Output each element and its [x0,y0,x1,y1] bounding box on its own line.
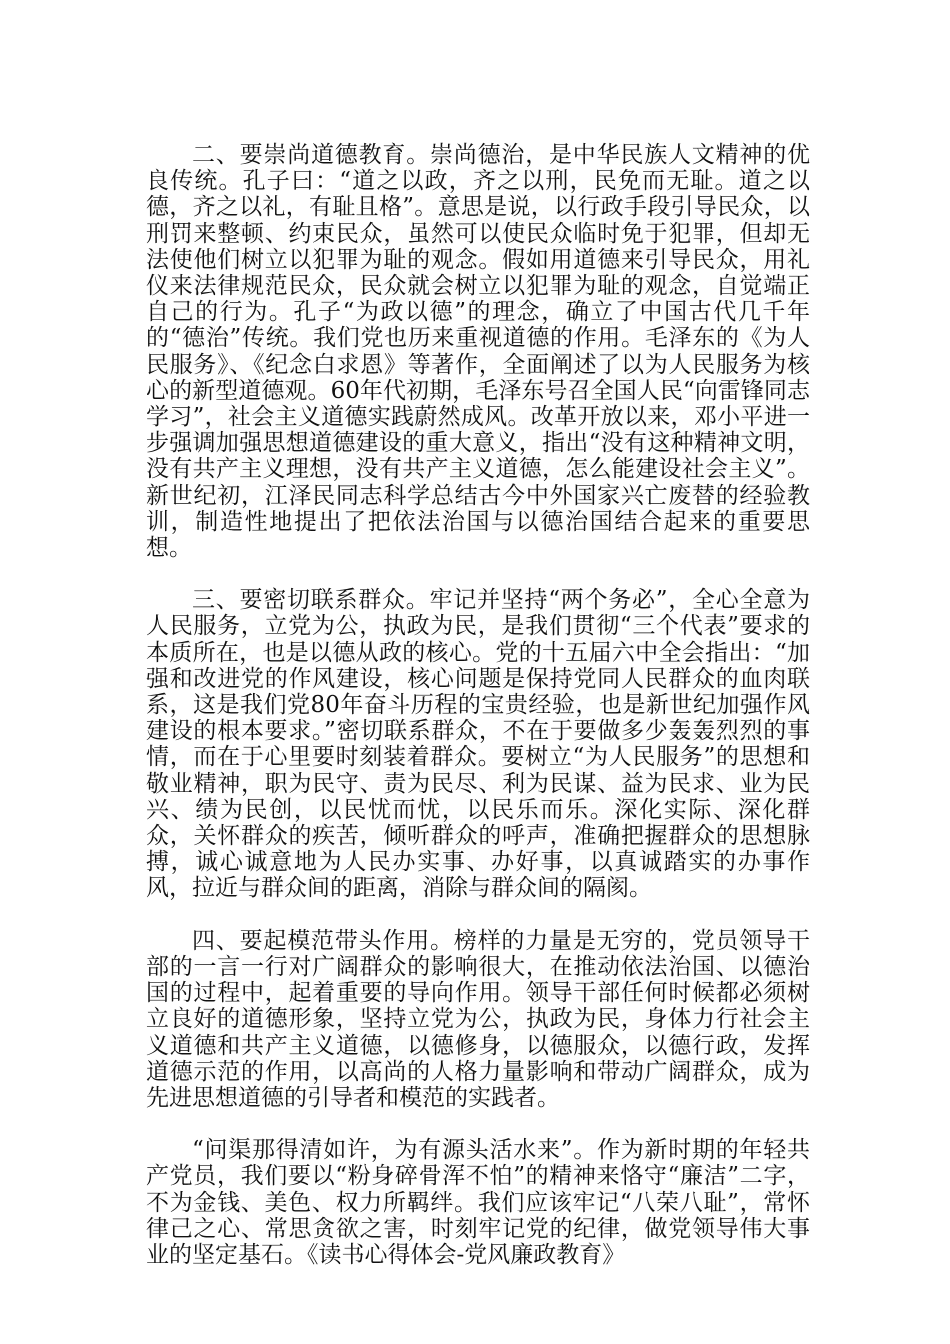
paragraph-role-model: 四、要起模范带头作用。榜样的力量是无穷的，党员领导干部的一言一行对广阔群众的影响很大，在推动依法治国、以德治国的过程中，起着重要的导向作用。领导干部任何时候都必须树立良好的道德形象，坚持立党为公，执政为民，身体力行社会主义道德和共产主义道德，以德修身，以德服众，以德行政，发挥道德示范的作用，以高尚的人格力量影响和带动广阔群众，成为先进思想道德的引导者和模范的实践者。 [146,927,810,1111]
paragraph-contact-masses: 三、要密切联系群众。牢记并坚持“两个务必”，全心全意为人民服务，立党为公，执政为民，是我们贯彻“三个代表”要求的本质所在，也是以德从政的核心。党的十五届六中全会指出：“加强和改进党的作风建设，核心问题是保持党同人民群众的血肉联系，这是我们党80年奋斗历程的宝贵经验，也是新世纪加强作风建设的根本要求。”密切联系群众，不在于要做多少轰轰烈烈的事情，而在于心里要时刻装着群众。要树立“为人民服务”的思想和敬业精神，职为民守、责为民尽、利为民谋、益为民求、业为民兴、绩为民创，以民忧而忧，以民乐而乐。深化实际、深化群众，关怀群众的疾苦，倾听群众的呼声，准确把握群众的思想脉搏，诚心诚意地为人民办实事、办好事，以真诚踏实的办事作风，拉近与群众间的距离，消除与群众间的隔阂。 [146,587,810,902]
paragraph-conclusion: “问渠那得清如许，为有源头活水来”。作为新时期的年轻共产党员，我们要以“粉身碎骨浑不怕”的精神来恪守“廉洁”二字，不为金钱、美色、权力所羁绊。我们应该牢记“八荣八耻”，常怀律己之心、常思贪欲之害，时刻牢记党的纪律，做党领导伟大事业的坚定基石。《读书心得体会-党风廉政教育》 [146,1137,810,1268]
paragraph-moral-education: 二、要崇尚道德教育。崇尚德治，是中华民族人文精神的优良传统。孔子曰：“道之以政，齐之以刑，民免而无耻。道之以德，齐之以礼，有耻且格”。意思是说，以行政手段引导民众，以刑罚来整顿、约束民众，虽然可以使民众临时免于犯罪，但却无法使他们树立以犯罪为耻的观念。假如用道德来引导民众，用礼仪来法律规范民众，民众就会树立以犯罪为耻的观念，自觉端正自己的行为。孔子“为政以德”的理念，确立了中国古代几千年的“德治”传统。我们党也历来重视道德的作用。毛泽东的《为人民服务》、《纪念白求恩》等著作，全面阐述了以为人民服务为核心的新型道德观。60年代初期，毛泽东号召全国人民“向雷锋同志学习”，社会主义道德实践蔚然成风。改革开放以来，邓小平进一步强调加强思想道德建设的重大意义，指出“没有这种精神文明，没有共产主义理想，没有共产主义道德，怎么能建设社会主义”。新世纪初，江泽民同志科学总结古今中外国家兴亡废替的经验教训，制造性地提出了把依法治国与以德治国结合起来的重要思想。 [146,142,810,562]
document-page [146,142,810,1268]
